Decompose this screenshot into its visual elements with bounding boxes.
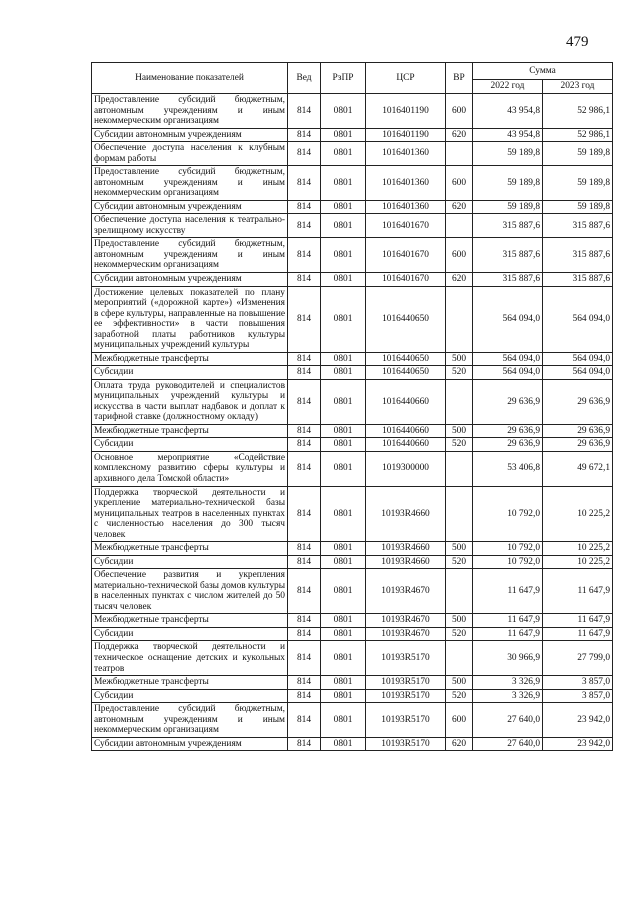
cell-vr — [446, 486, 473, 542]
cell-2022: 315 887,6 — [473, 272, 543, 286]
cell-name: Предоставление субсидий бюджетным, автономным учреждениям и иным некоммерческим организациям — [92, 703, 288, 738]
cell-2023: 564 094,0 — [543, 352, 613, 366]
cell-rzpr: 0801 — [321, 614, 366, 628]
cell-2023: 3 857,0 — [543, 676, 613, 690]
cell-ved: 814 — [288, 128, 321, 142]
cell-name: Субсидии автономным учреждениям — [92, 737, 288, 751]
cell-2022: 315 887,6 — [473, 238, 543, 273]
cell-ved: 814 — [288, 352, 321, 366]
cell-vr: 520 — [446, 438, 473, 452]
cell-2023: 11 647,9 — [543, 569, 613, 614]
table-row — [92, 128, 613, 142]
cell-name: Достижение целевых показателей по плану мероприятий («дорожной карте») «Изменения в сфере культуры, направленные на повышение ее эффективности» в части повышения заработной платы работников культуры муниципальных учреждений культуры — [92, 286, 288, 352]
cell-2023: 52 986,1 — [543, 128, 613, 142]
table-row — [92, 142, 613, 166]
cell-rzpr: 0801 — [321, 128, 366, 142]
header-name: Наименование показателей — [92, 63, 288, 94]
cell-csr: 1016401360 — [366, 166, 446, 201]
cell-name: Межбюджетные трансферты — [92, 542, 288, 556]
cell-csr: 1016401360 — [366, 200, 446, 214]
cell-rzpr: 0801 — [321, 689, 366, 703]
cell-csr: 10193R4660 — [366, 542, 446, 556]
cell-rzpr: 0801 — [321, 379, 366, 424]
cell-vr: 600 — [446, 166, 473, 201]
cell-name: Субсидии — [92, 438, 288, 452]
cell-2023: 59 189,8 — [543, 200, 613, 214]
cell-2022: 53 406,8 — [473, 451, 543, 486]
cell-rzpr: 0801 — [321, 424, 366, 438]
cell-csr: 1016401190 — [366, 94, 446, 129]
cell-vr: 600 — [446, 703, 473, 738]
cell-name: Субсидии автономным учреждениям — [92, 200, 288, 214]
cell-2023: 3 857,0 — [543, 689, 613, 703]
cell-ved: 814 — [288, 555, 321, 569]
cell-2022: 29 636,9 — [473, 424, 543, 438]
table-row — [92, 737, 613, 751]
cell-csr: 1016440650 — [366, 286, 446, 352]
cell-2023: 23 942,0 — [543, 737, 613, 751]
table-row — [92, 641, 613, 676]
cell-name: Предоставление субсидий бюджетным, автономным учреждениям и иным некоммерческим организациям — [92, 238, 288, 273]
table-row — [92, 366, 613, 380]
cell-name: Предоставление субсидий бюджетным, автономным учреждениям и иным некоммерческим организациям — [92, 166, 288, 201]
cell-csr: 1016401190 — [366, 128, 446, 142]
cell-ved: 814 — [288, 627, 321, 641]
table-row — [92, 676, 613, 690]
cell-csr: 1016401670 — [366, 214, 446, 238]
cell-ved: 814 — [288, 569, 321, 614]
table-row — [92, 486, 613, 542]
cell-csr: 1016440650 — [366, 366, 446, 380]
cell-2023: 11 647,9 — [543, 614, 613, 628]
cell-name: Оплата труда руководителей и специалистов муниципальных учреждений культуры и искусства в части выплат надбавок и доплат к тарифной ставке (должностному окладу) — [92, 379, 288, 424]
cell-2022: 3 326,9 — [473, 689, 543, 703]
table-row — [92, 555, 613, 569]
cell-ved: 814 — [288, 676, 321, 690]
cell-name: Субсидии — [92, 555, 288, 569]
cell-ved: 814 — [288, 689, 321, 703]
cell-name: Обеспечение доступа населения к клубным формам работы — [92, 142, 288, 166]
table-row — [92, 569, 613, 614]
cell-rzpr: 0801 — [321, 737, 366, 751]
cell-name: Межбюджетные трансферты — [92, 614, 288, 628]
table-row — [92, 200, 613, 214]
cell-csr: 1016401670 — [366, 238, 446, 273]
cell-rzpr: 0801 — [321, 676, 366, 690]
table-row — [92, 542, 613, 556]
cell-ved: 814 — [288, 614, 321, 628]
cell-csr: 10193R5170 — [366, 641, 446, 676]
cell-2022: 43 954,8 — [473, 94, 543, 129]
table-row — [92, 286, 613, 352]
cell-rzpr: 0801 — [321, 214, 366, 238]
cell-ved: 814 — [288, 703, 321, 738]
cell-2022: 29 636,9 — [473, 438, 543, 452]
cell-2023: 315 887,6 — [543, 214, 613, 238]
cell-2022: 564 094,0 — [473, 286, 543, 352]
cell-csr: 1016440660 — [366, 379, 446, 424]
cell-2022: 10 792,0 — [473, 555, 543, 569]
header-csr: ЦСР — [366, 63, 446, 94]
table-row — [92, 379, 613, 424]
cell-2022: 59 189,8 — [473, 142, 543, 166]
table-row — [92, 238, 613, 273]
cell-csr: 10193R5170 — [366, 703, 446, 738]
cell-2023: 10 225,2 — [543, 486, 613, 542]
cell-name: Поддержка творческой деятельности и укрепление материально-технической базы муниципальных театров в населенных пунктах с численностью населения до 300 тысяч человек — [92, 486, 288, 542]
cell-2022: 29 636,9 — [473, 379, 543, 424]
cell-ved: 814 — [288, 379, 321, 424]
cell-vr: 520 — [446, 366, 473, 380]
cell-2022: 59 189,8 — [473, 166, 543, 201]
cell-2022: 10 792,0 — [473, 486, 543, 542]
table-row — [92, 451, 613, 486]
cell-csr: 10193R4670 — [366, 614, 446, 628]
cell-rzpr: 0801 — [321, 238, 366, 273]
cell-ved: 814 — [288, 451, 321, 486]
cell-csr: 10193R4660 — [366, 555, 446, 569]
cell-ved: 814 — [288, 166, 321, 201]
table-body — [92, 94, 613, 751]
cell-ved: 814 — [288, 142, 321, 166]
cell-vr — [446, 641, 473, 676]
cell-vr: 520 — [446, 555, 473, 569]
table-row — [92, 627, 613, 641]
cell-rzpr: 0801 — [321, 166, 366, 201]
table-row — [92, 166, 613, 201]
table-row — [92, 689, 613, 703]
cell-name: Субсидии — [92, 627, 288, 641]
table-row — [92, 272, 613, 286]
cell-csr: 10193R5170 — [366, 676, 446, 690]
cell-name: Субсидии автономным учреждениям — [92, 272, 288, 286]
cell-ved: 814 — [288, 286, 321, 352]
cell-name: Предоставление субсидий бюджетным, автономным учреждениям и иным некоммерческим организациям — [92, 94, 288, 129]
cell-2022: 564 094,0 — [473, 352, 543, 366]
cell-2022: 3 326,9 — [473, 676, 543, 690]
cell-2023: 59 189,8 — [543, 166, 613, 201]
cell-csr: 10193R4660 — [366, 486, 446, 542]
cell-2023: 23 942,0 — [543, 703, 613, 738]
table-row — [92, 352, 613, 366]
cell-rzpr: 0801 — [321, 542, 366, 556]
table-row — [92, 424, 613, 438]
table-row — [92, 703, 613, 738]
cell-vr — [446, 379, 473, 424]
cell-2023: 564 094,0 — [543, 286, 613, 352]
cell-name: Субсидии — [92, 366, 288, 380]
cell-name: Межбюджетные трансферты — [92, 352, 288, 366]
cell-csr: 10193R5170 — [366, 737, 446, 751]
cell-name: Обеспечение развития и укрепления материально-технической базы домов культуры в населенных пунктах с числом жителей до 50 тысяч человек — [92, 569, 288, 614]
cell-name: Субсидии автономным учреждениям — [92, 128, 288, 142]
cell-vr: 620 — [446, 128, 473, 142]
cell-csr: 1016440660 — [366, 438, 446, 452]
cell-csr: 1016401670 — [366, 272, 446, 286]
table-row — [92, 94, 613, 129]
cell-rzpr: 0801 — [321, 200, 366, 214]
cell-2023: 29 636,9 — [543, 379, 613, 424]
cell-name: Основное мероприятие «Содействие комплексному развитию сферы культуры и архивного дела Томской области» — [92, 451, 288, 486]
cell-vr: 600 — [446, 238, 473, 273]
table-row — [92, 614, 613, 628]
budget-table — [91, 62, 613, 751]
cell-ved: 814 — [288, 641, 321, 676]
cell-csr: 10193R4670 — [366, 569, 446, 614]
cell-ved: 814 — [288, 424, 321, 438]
cell-ved: 814 — [288, 542, 321, 556]
cell-ved: 814 — [288, 238, 321, 273]
cell-2023: 49 672,1 — [543, 451, 613, 486]
cell-csr: 10193R5170 — [366, 689, 446, 703]
cell-vr: 620 — [446, 737, 473, 751]
cell-2023: 315 887,6 — [543, 238, 613, 273]
header-year-2023: 2023 год — [543, 80, 613, 94]
cell-2022: 30 966,9 — [473, 641, 543, 676]
cell-vr: 500 — [446, 424, 473, 438]
cell-2022: 27 640,0 — [473, 703, 543, 738]
cell-vr: 500 — [446, 676, 473, 690]
cell-vr — [446, 214, 473, 238]
cell-2022: 43 954,8 — [473, 128, 543, 142]
cell-vr: 520 — [446, 627, 473, 641]
cell-2023: 10 225,2 — [543, 555, 613, 569]
header-year-2022: 2022 год — [473, 80, 543, 94]
cell-rzpr: 0801 — [321, 703, 366, 738]
table-row — [92, 214, 613, 238]
cell-2023: 29 636,9 — [543, 424, 613, 438]
cell-vr: 520 — [446, 689, 473, 703]
cell-vr: 500 — [446, 614, 473, 628]
cell-vr: 500 — [446, 542, 473, 556]
cell-vr: 620 — [446, 200, 473, 214]
header-rzpr: РзПР — [321, 63, 366, 94]
cell-name: Субсидии — [92, 689, 288, 703]
cell-rzpr: 0801 — [321, 555, 366, 569]
cell-vr — [446, 451, 473, 486]
cell-2022: 315 887,6 — [473, 214, 543, 238]
cell-2022: 11 647,9 — [473, 614, 543, 628]
cell-2023: 11 647,9 — [543, 627, 613, 641]
cell-rzpr: 0801 — [321, 94, 366, 129]
cell-vr: 620 — [446, 272, 473, 286]
cell-rzpr: 0801 — [321, 438, 366, 452]
cell-vr — [446, 286, 473, 352]
cell-2023: 27 799,0 — [543, 641, 613, 676]
cell-ved: 814 — [288, 94, 321, 129]
cell-rzpr: 0801 — [321, 627, 366, 641]
cell-rzpr: 0801 — [321, 641, 366, 676]
cell-2023: 315 887,6 — [543, 272, 613, 286]
cell-name: Обеспечение доступа населения к театрально-зрелищному искусству — [92, 214, 288, 238]
cell-ved: 814 — [288, 214, 321, 238]
cell-csr: 1016440650 — [366, 352, 446, 366]
cell-vr — [446, 569, 473, 614]
cell-2022: 11 647,9 — [473, 569, 543, 614]
cell-vr: 600 — [446, 94, 473, 129]
cell-ved: 814 — [288, 486, 321, 542]
table-row — [92, 438, 613, 452]
cell-ved: 814 — [288, 737, 321, 751]
header-sum: Сумма — [473, 63, 613, 80]
cell-name: Поддержка творческой деятельности и техническое оснащение детских и кукольных театров — [92, 641, 288, 676]
cell-rzpr: 0801 — [321, 352, 366, 366]
cell-csr: 1016440660 — [366, 424, 446, 438]
cell-vr — [446, 142, 473, 166]
header-vr: ВР — [446, 63, 473, 94]
header-ved: Вед — [288, 63, 321, 94]
cell-ved: 814 — [288, 438, 321, 452]
cell-2023: 29 636,9 — [543, 438, 613, 452]
cell-2022: 59 189,8 — [473, 200, 543, 214]
cell-2022: 11 647,9 — [473, 627, 543, 641]
cell-2023: 564 094,0 — [543, 366, 613, 380]
cell-rzpr: 0801 — [321, 366, 366, 380]
cell-2022: 10 792,0 — [473, 542, 543, 556]
cell-name: Межбюджетные трансферты — [92, 424, 288, 438]
cell-2022: 27 640,0 — [473, 737, 543, 751]
cell-name: Межбюджетные трансферты — [92, 676, 288, 690]
cell-csr: 10193R4670 — [366, 627, 446, 641]
cell-csr: 1016401360 — [366, 142, 446, 166]
cell-2023: 59 189,8 — [543, 142, 613, 166]
cell-rzpr: 0801 — [321, 286, 366, 352]
cell-rzpr: 0801 — [321, 451, 366, 486]
cell-rzpr: 0801 — [321, 142, 366, 166]
cell-ved: 814 — [288, 272, 321, 286]
cell-csr: 1019300000 — [366, 451, 446, 486]
cell-rzpr: 0801 — [321, 272, 366, 286]
cell-vr: 500 — [446, 352, 473, 366]
cell-rzpr: 0801 — [321, 486, 366, 542]
page-number: 479 — [566, 34, 589, 50]
cell-rzpr: 0801 — [321, 569, 366, 614]
cell-ved: 814 — [288, 200, 321, 214]
cell-2022: 564 094,0 — [473, 366, 543, 380]
cell-ved: 814 — [288, 366, 321, 380]
cell-2023: 52 986,1 — [543, 94, 613, 129]
cell-2023: 10 225,2 — [543, 542, 613, 556]
